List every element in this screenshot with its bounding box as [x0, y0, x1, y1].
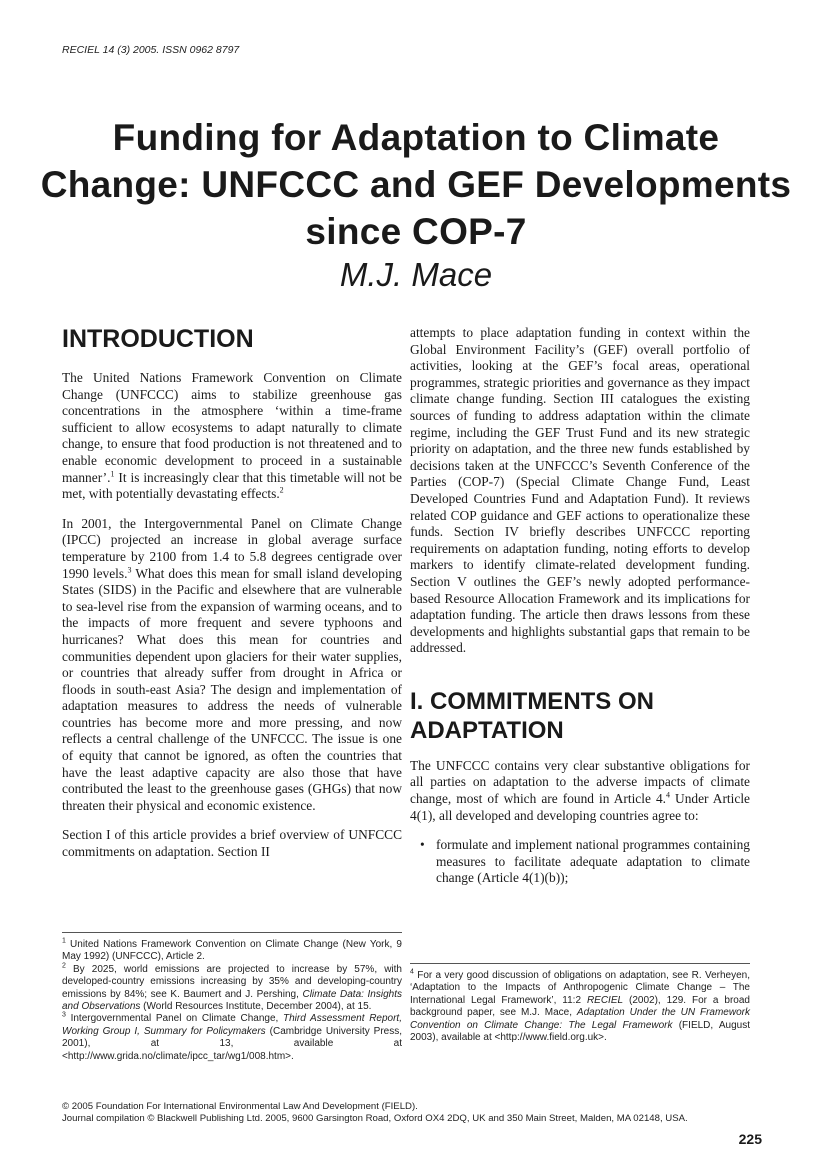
footnote-rule — [410, 963, 750, 964]
intro-paragraph-2: In 2001, the Intergovernmental Panel on Climate Change (IPCC) projected an increase in global average surface temperature by 2100 from 1.4 to 5.8 degrees centigrade over 1990 levels.$^3$ What does this mean for small island developing States (SIDS) in the Pacific and elsewhere that are vulnerable to sea-level rise from the expansion of warming oceans, and to the impacts of more frequent and severe typhoons and hurricanes? What does this mean for countries and communities dependent upon glaciers for their water supplies, or countries that already suffer from drought in Africa or floods in south-east Asia? The design and implementation of adaptation measures to address the needs of vulnerable countries has become more and more pressing, and now reflects a central challenge of the UNFCCC. The issue is one of equity that cannot be ignored, as often the countries that have the least adaptive capacity are also those that have contributed the least to the greenhouse gases (GHGs) that now threaten their physical and economic existence. — [62, 515, 402, 813]
running-head: RECIEL 14 (3) 2005. ISSN 0962 8797 — [62, 44, 240, 56]
title-line-2: Change: UNFCCC and GEF Developments — [40, 164, 792, 205]
intro-paragraph-3: Section I of this article provides a brief overview of UNFCCC commitments on adaptation. Section II — [62, 827, 402, 860]
intro-paragraph-1: The United Nations Framework Convention on Climate Change (UNFCCC) aims to stabilize greenhouse gas concentrations in the atmosphere ‘within a time-frame sufficient to allow ecosystems to adapt naturally to climate change, to ensure that food production is not threatened and to enable economic development to proceed in a sustainable manner’.$^1$ It is increasingly clear that this timetable will not be met, with potentially devastating effects.$^2$ — [62, 370, 402, 502]
article-title — [40, 114, 792, 255]
footnote-ref-4: 4 — [666, 790, 670, 800]
author-name: M.J. Mace — [339, 256, 493, 293]
bullet-item: • formulate and implement national programmes containing measures to facilitate adequate adaptation to climate change (Article 4(1)(b)); — [420, 837, 750, 886]
footnote-ref-2: 2 — [279, 485, 284, 495]
introduction-heading: INTRODUCTION — [62, 325, 254, 353]
section-1-paragraph-1: The UNFCCC contains very clear substantive obligations for all parties on adaptation to the adverse impacts of climate change, most of which are found in Article 4.$^4$ Under Article 4(1), all developed and developing countries agree to: — [410, 757, 750, 823]
intro-paragraph-4: attempts to place adaptation funding in context within the Global Environment Facility’s (GEF) overall portfolio of activities, looking at the GEF’s focal areas, operational programmes, strategic priorities and governance as they impact climate change funding. Section III catalogues the existing sources of funding to address adaptation within the climate regime, including the GEF Trust Fund and its new strategic priority on adaptation, and the three new funds established by decisions taken at the UNFCCC’s Seventh Conference of the Parties (COP-7) (Special Climate Change Fund, Least Developed Countries Fund and Adaptation Fund). It reviews related COP guidance and GEF actions to operationalize these funds. Section IV briefly describes UNFCCC reporting requirements on adaptation funding, noting efforts to develop markers to identify climate-related development funding. Section V outlines the GEF’s newly adopted performance-based Resource Allocation Framework and its implications for adaptation funding. The article then draws lessons from these developments and highlights substantial gaps that remain to be addressed. — [410, 325, 750, 656]
section-1-heading: I. COMMITMENTS ON ADAPTATION — [410, 687, 654, 744]
copyright-notice — [62, 1101, 782, 1125]
footnotes-left — [62, 932, 402, 1063]
title-line-1: Funding for Adaptation to Climate — [112, 117, 720, 158]
footnote-1: $^1$ United Nations Framework Convention on Climate Change (New York, 9 May 1992) (UNFCCC), Article 2. — [62, 937, 402, 963]
footnote-rule — [62, 932, 402, 933]
page-number: 225 — [738, 1131, 762, 1147]
bullet-symbol: • — [420, 837, 425, 853]
footnote-ref-3: 3 — [127, 565, 132, 575]
right-column — [410, 325, 750, 887]
footnote-3: $^3$ Intergovernmental Panel on Climate Change, Third Assessment Report, Working Group I, Summary for Policymakers (Cambridge University Press, 2001), at 13, available at <http://www.grida.no/climate/ipcc_tar/wg1/008.htm>. — [62, 1012, 403, 1062]
copyright-line-1: © 2005 Foundation For International Environmental Law And Development (FIELD). — [62, 1101, 418, 1112]
copyright-line-2: Journal compilation © Blackwell Publishing Ltd. 2005, 9600 Garsington Road, Oxford OX4 2DQ, UK and 350 Main Street, Malden, MA 02148, USA. — [62, 1113, 688, 1125]
footnote-ref-1: 1 — [110, 469, 115, 479]
title-line-3: since COP-7 — [305, 211, 527, 252]
footnotes-right — [410, 963, 750, 1044]
footnote-4: $^4$ For a very good discussion of obligations on adaptation, see R. Verheyen, ‘Adaptation to the Impacts of Anthropogenic Climate Change – The International Legal Framework’, 11:2 RECIEL (2002), 129. For a broad background paper, see M.J. Mace, Adaptation Under the UN Framework Convention on Climate Change: The Legal Framework (FIELD, August 2003), available at <http://www.field.org.uk>. — [410, 968, 750, 1044]
left-column — [62, 324, 402, 874]
footnote-2: $^2$ By 2025, world emissions are projected to increase by 57%, with developed-country emissions increasing by 35% and developing-country emissions by 84%; see K. Baumert and J. Pershing, Climate Data: Insights and Observations (World Resources Institute, December 2004), at 15. — [62, 962, 402, 1013]
